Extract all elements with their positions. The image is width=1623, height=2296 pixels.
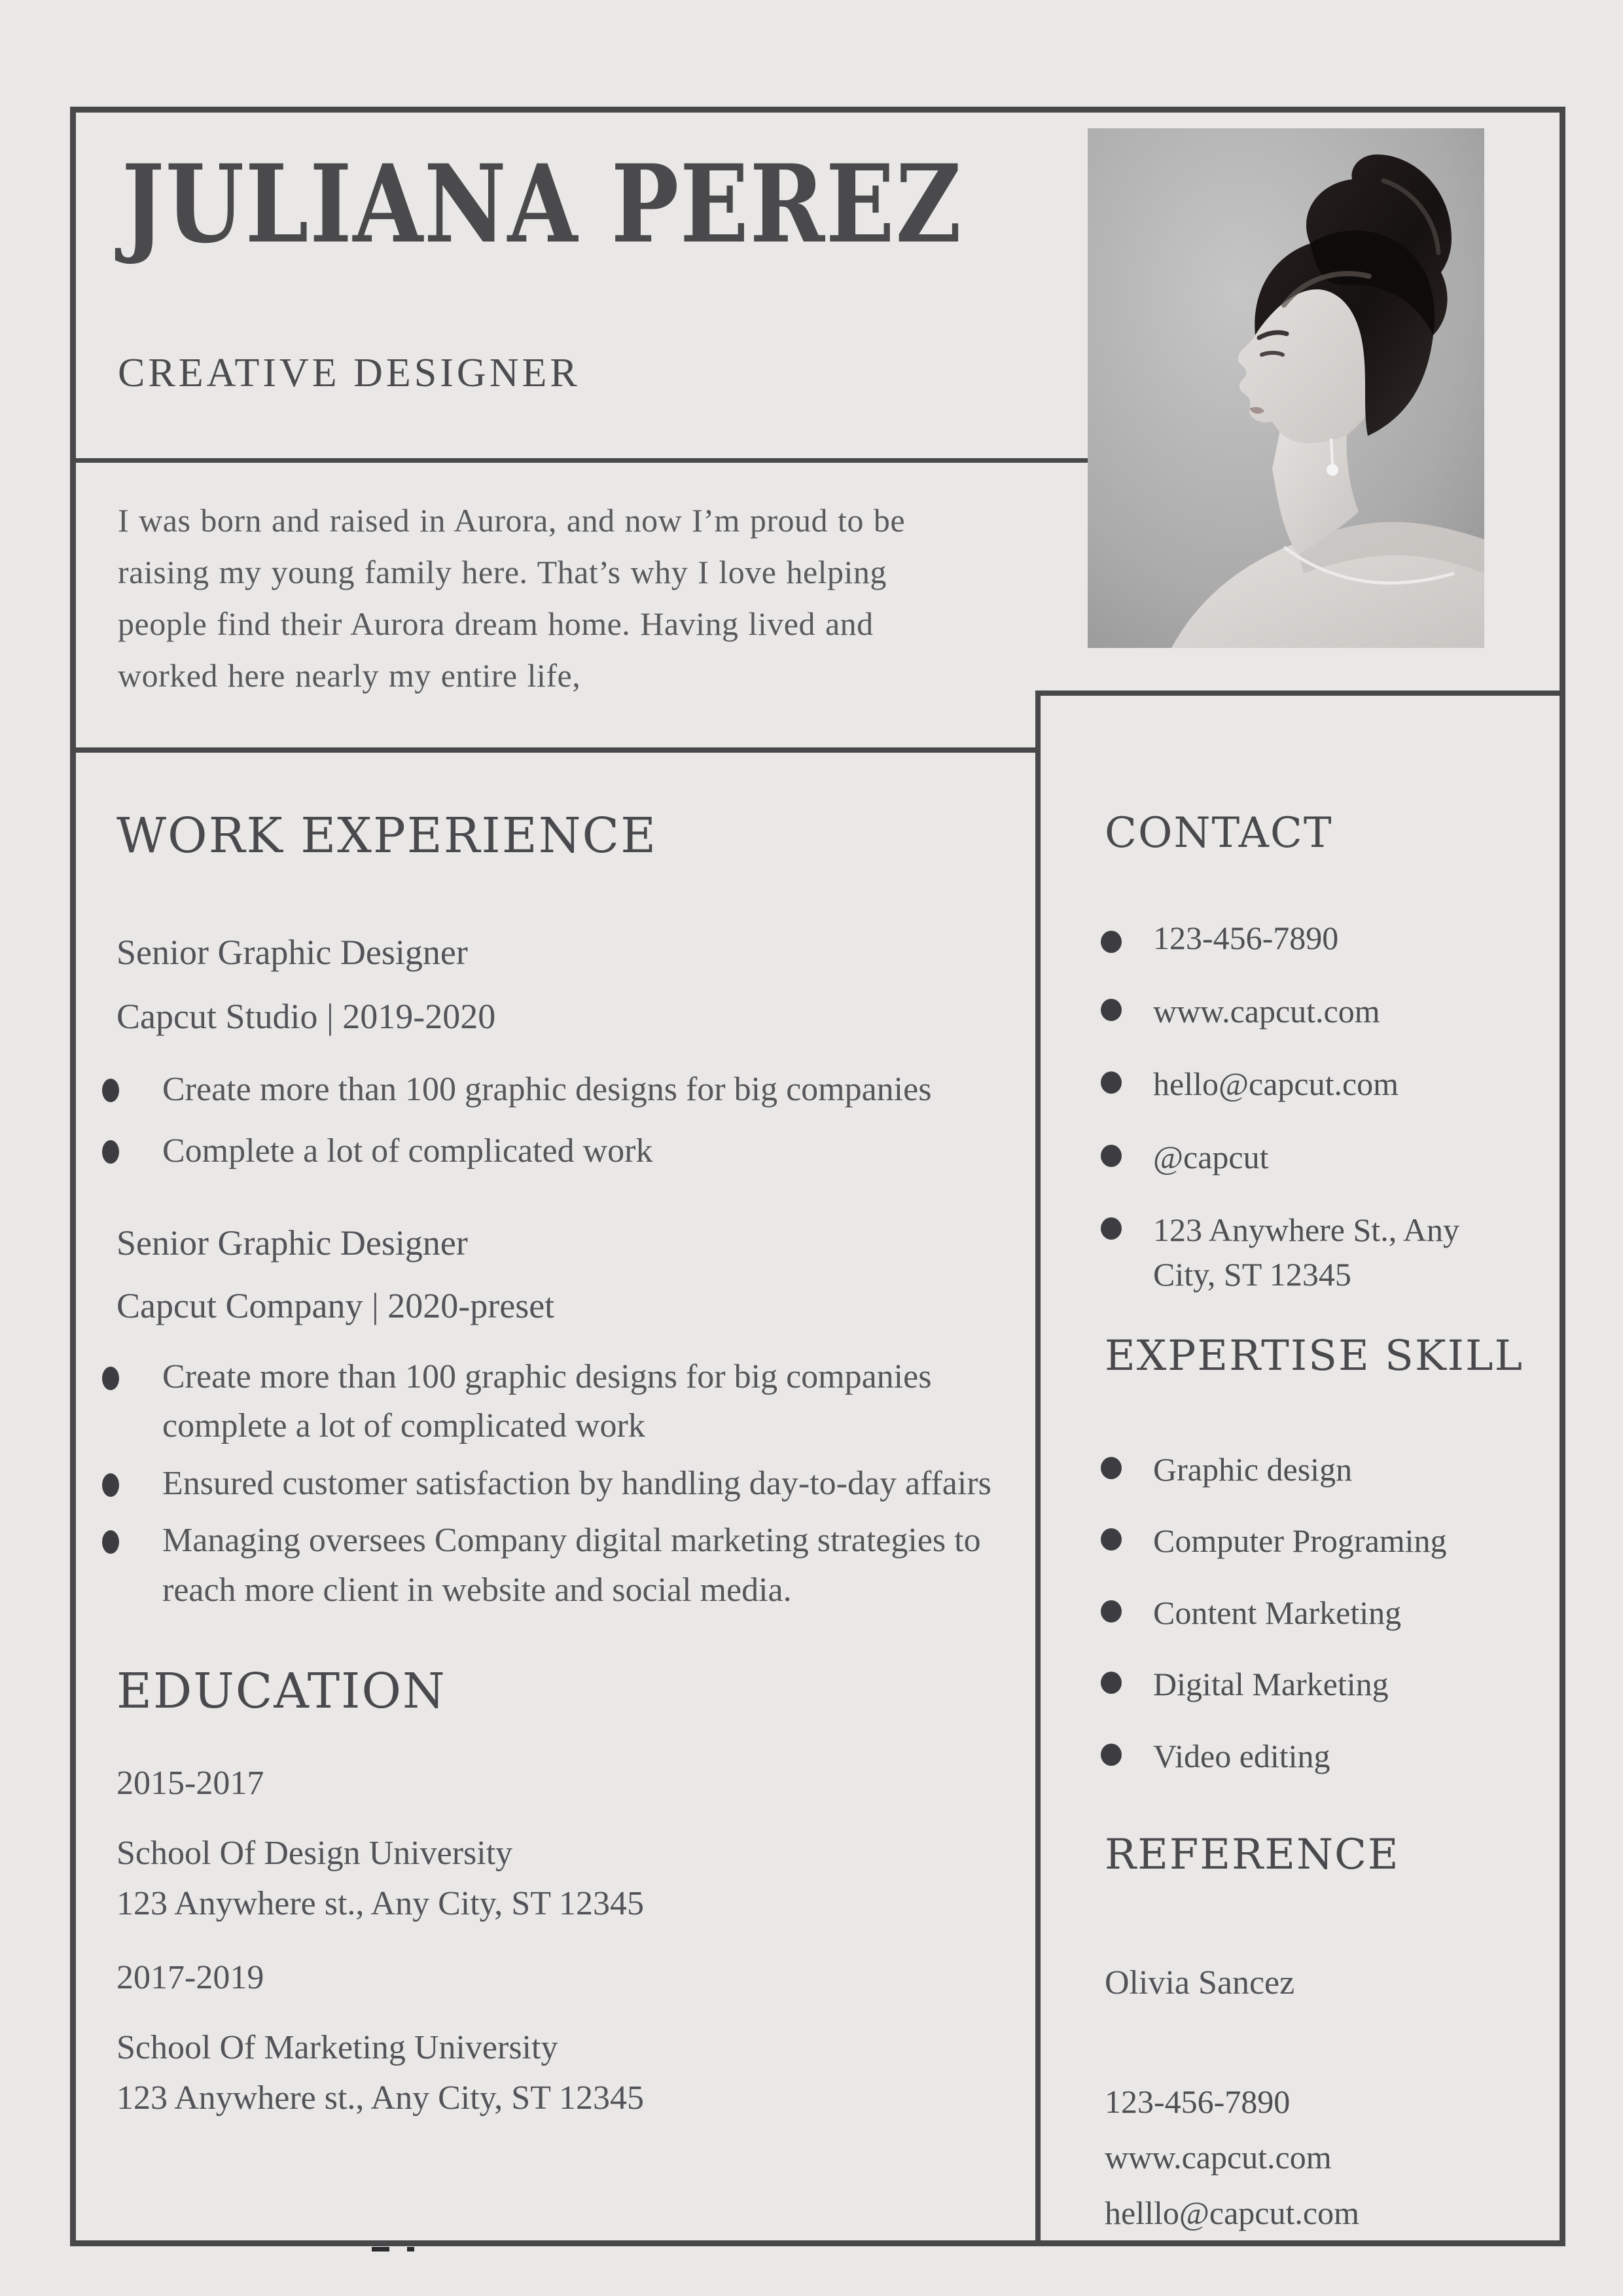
job-position: Senior Graphic Designer <box>116 1223 468 1263</box>
contact-item-text: www.capcut.com <box>1153 992 1380 1030</box>
education-school-name: School Of Marketing University <box>116 2028 558 2066</box>
job-bullet-item <box>116 1459 1007 1508</box>
education-school-address: 123 Anywhere st., Any City, ST 12345 <box>116 1884 645 1922</box>
reference-website: www.capcut.com <box>1105 2138 1332 2176</box>
contact-item-social <box>1099 1136 1535 1180</box>
bullet-dot-icon <box>102 1473 119 1497</box>
bottom-crop-mark <box>407 2247 414 2251</box>
contact-item-email <box>1099 1062 1535 1107</box>
education-section <box>116 1662 1007 2124</box>
column-divider-line <box>1035 691 1041 2241</box>
job-bullet-item <box>116 1064 1007 1115</box>
skill-item <box>1099 1591 1535 1636</box>
contact-item-text: @capcut <box>1153 1138 1269 1175</box>
job-bullet-list <box>116 1064 1007 1177</box>
reference-heading: REFERENCE <box>1105 1831 1400 1880</box>
education-school <box>116 2023 1007 2124</box>
header-divider-line <box>76 458 1088 463</box>
contact-list <box>1099 916 1535 1297</box>
job-bullet-text: Managing oversees Company digital marketing strategies to reach more client in website and social media. <box>162 1522 981 1609</box>
bullet-dot-icon <box>102 1367 119 1390</box>
job-bullet-text: Create more than 100 graphic designs for big companies complete a lot of complicated work <box>162 1358 932 1445</box>
work-experience-entry <box>116 1223 1007 1615</box>
job-bullet-list <box>116 1352 1007 1615</box>
education-school-address: 123 Anywhere st., Any City, ST 12345 <box>116 2079 645 2117</box>
side-column <box>1099 810 1535 2241</box>
education-heading: EDUCATION <box>116 1662 446 1719</box>
contact-item-address <box>1099 1208 1535 1297</box>
contact-item-phone <box>1099 916 1535 961</box>
bullet-dot-icon <box>1101 1071 1122 1094</box>
reference-name: Olivia Sancez <box>1105 1964 1295 2001</box>
bullet-dot-icon <box>1101 931 1122 953</box>
bullet-dot-icon <box>1101 1744 1122 1766</box>
education-school <box>116 1829 1007 1929</box>
skill-list <box>1099 1448 1535 1779</box>
reference-phone: 123-456-7890 <box>1105 2083 1291 2120</box>
work-experience-entry <box>116 932 1007 1177</box>
intro-paragraph: I was born and raised in Aurora, and now I’m proud to be raising my young family here. That’s why I love helping people find their Aurora dream home. Having lived and worked here nearly my entire life, <box>118 502 906 694</box>
contact-item-text: hello@capcut.com <box>1153 1066 1399 1103</box>
job-bullet-text: Complete a lot of complicated work <box>162 1132 653 1170</box>
skill-item <box>1099 1662 1535 1707</box>
bullet-dot-icon <box>1101 1145 1122 1167</box>
job-position: Senior Graphic Designer <box>116 933 468 972</box>
bullet-dot-icon <box>1101 1528 1122 1551</box>
job-title: CREATIVE DESIGNER <box>118 351 580 395</box>
skill-item-text: Video editing <box>1153 1737 1330 1774</box>
bullet-dot-icon <box>102 1079 119 1102</box>
skill-item <box>1099 1734 1535 1779</box>
job-bullet-text: Ensured customer satisfaction by handling day-to-day affairs <box>162 1464 991 1502</box>
reference-contact-lines <box>1099 2074 1535 2241</box>
job-company-dates: Capcut Company | 2020-preset <box>116 1286 555 1325</box>
skill-item <box>1099 1448 1535 1492</box>
job-bullet-item <box>116 1516 1007 1615</box>
person-name: JULIANA PEREZ <box>122 141 963 267</box>
contact-item-text: 123 Anywhere St., Any City, ST 12345 <box>1153 1211 1460 1293</box>
skill-item-text: Digital Marketing <box>1153 1666 1389 1703</box>
bullet-dot-icon <box>102 1140 119 1164</box>
left-column-top-divider-line <box>76 747 1041 753</box>
job-company-dates: Capcut Studio | 2019-2020 <box>116 997 496 1036</box>
portrait-photo <box>1088 128 1484 648</box>
bullet-dot-icon <box>1101 1457 1122 1479</box>
contact-item-text: 123-456-7890 <box>1153 920 1339 957</box>
bullet-dot-icon <box>1101 1600 1122 1623</box>
job-bullet-text: Create more than 100 graphic designs for big companies <box>162 1071 932 1108</box>
bullet-dot-icon <box>1101 1217 1122 1240</box>
bullet-dot-icon <box>102 1530 119 1554</box>
right-column-top-divider-line <box>1035 691 1560 696</box>
education-school-name: School Of Design University <box>116 1834 513 1872</box>
contact-heading: CONTACT <box>1105 809 1333 857</box>
expertise-skill-heading: EXPERTISE SKILL <box>1105 1332 1524 1381</box>
bullet-dot-icon <box>1101 999 1122 1021</box>
bottom-crop-mark <box>372 2247 389 2251</box>
skill-item-text: Computer Programing <box>1153 1522 1447 1560</box>
job-bullet-item <box>116 1126 1007 1177</box>
reference-email: helllo@capcut.com <box>1105 2194 1359 2231</box>
education-years: 2017-2019 <box>116 1958 264 1996</box>
job-bullet-item <box>116 1352 1007 1451</box>
work-experience-heading: WORK EXPERIENCE <box>116 808 658 864</box>
bullet-dot-icon <box>1101 1672 1122 1694</box>
skill-item-text: Graphic design <box>1153 1450 1353 1488</box>
contact-item-website <box>1099 990 1535 1034</box>
skill-item-text: Content Marketing <box>1153 1594 1402 1631</box>
main-column <box>116 808 1007 2124</box>
skill-item <box>1099 1519 1535 1564</box>
portrait-photo-illustration <box>1088 128 1484 648</box>
education-years: 2015-2017 <box>116 1764 264 1802</box>
